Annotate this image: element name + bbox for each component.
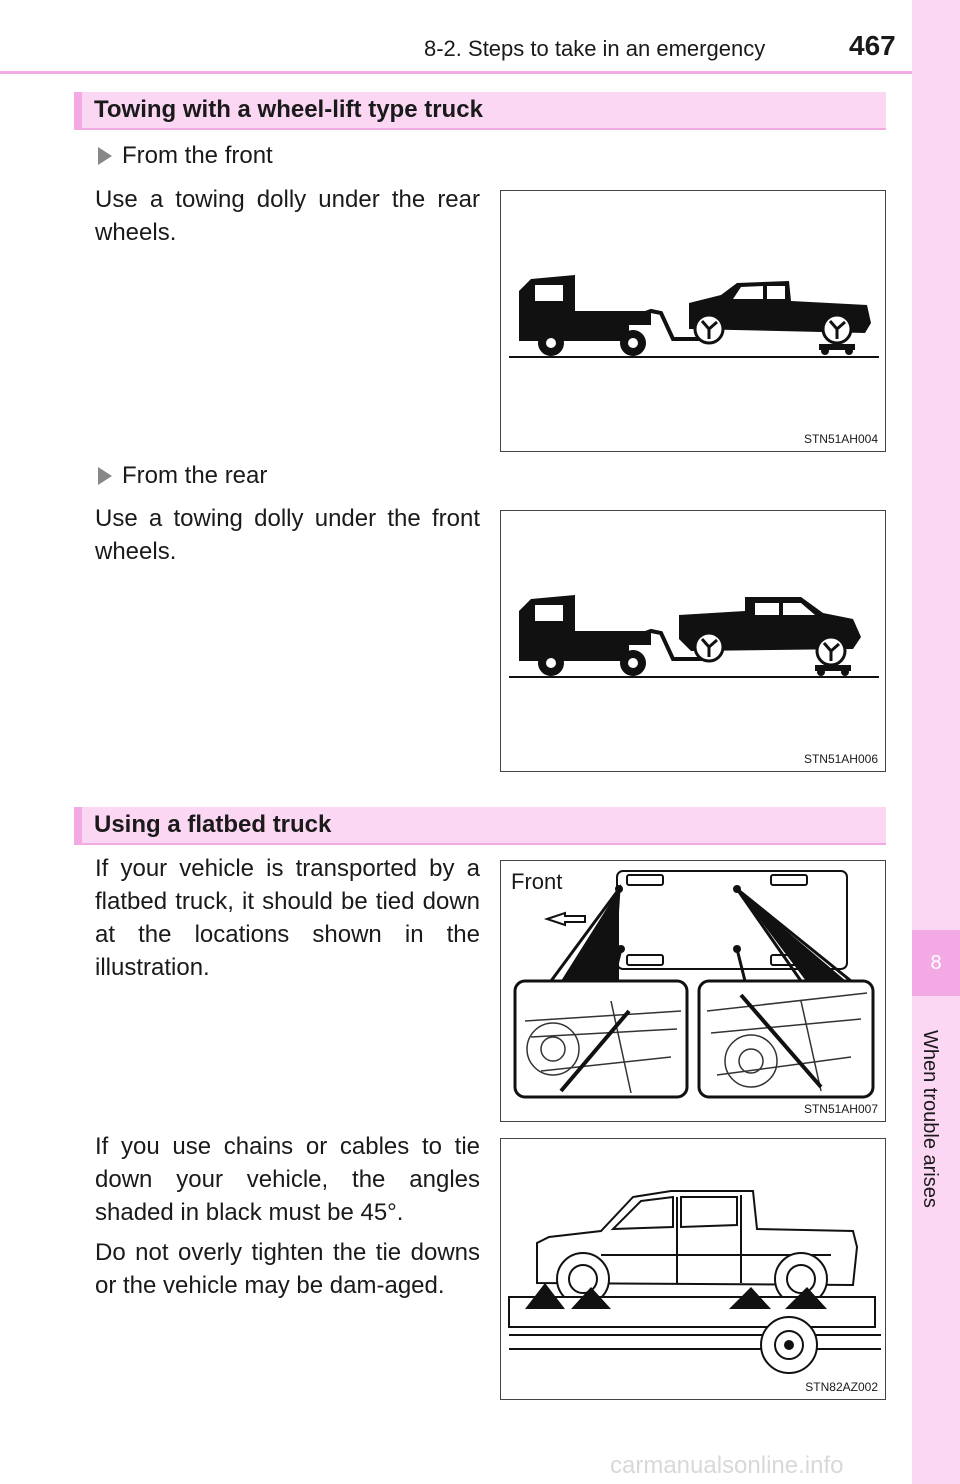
tow-truck-front-illustration (501, 191, 887, 453)
figure-tie-down-locations (500, 860, 886, 1122)
tie-down-locations-illustration (501, 861, 887, 1123)
triangle-bullet-icon (98, 147, 112, 165)
page-number: 467 (849, 30, 896, 61)
section-heading-wheel-lift: Towing with a wheel-lift type truck (74, 92, 886, 130)
figure-code: STN51AH006 (803, 752, 878, 766)
page-header (0, 0, 912, 72)
figure-tow-from-front (500, 190, 886, 452)
chapter-title: When trouble arises (919, 1030, 941, 1208)
triangle-bullet-icon (98, 467, 112, 485)
sub-heading-from-rear (98, 462, 267, 490)
header-rule (0, 71, 912, 74)
paragraph-rear: Use a towing dolly under the front wheels. (95, 505, 480, 565)
paragraph-chains-angle: If you use chains or cables to tie down your vehicle, the angles shaded in black must be 45°. (95, 1133, 480, 1226)
section-heading-flatbed: Using a flatbed truck (74, 807, 886, 845)
breadcrumb: 8-2. Steps to take in an emergency (424, 36, 766, 61)
side-tab (912, 0, 960, 1484)
sub-heading-from-front (98, 142, 273, 170)
tow-truck-rear-illustration (501, 511, 887, 773)
paragraph-flatbed-intro: If your vehicle is transported by a flatbed truck, it should be tied down at the locations shown in the illustration. (95, 855, 480, 981)
figure-code: STN51AH007 (803, 1102, 878, 1116)
front-label: Front (511, 869, 563, 894)
figure-code: STN82AZ002 (805, 1380, 878, 1394)
sub-heading-label: From the rear (122, 462, 268, 489)
sub-heading-label: From the front (122, 142, 273, 169)
flatbed-truck-illustration (501, 1139, 887, 1401)
paragraph-front: Use a towing dolly under the rear wheels. (95, 186, 480, 246)
figure-code: STN51AH004 (803, 432, 878, 446)
watermark: carmanualsonline.info (610, 1452, 844, 1479)
figure-flatbed-tie-down (500, 1138, 886, 1400)
chapter-number: 8 (912, 930, 960, 996)
figure-tow-from-rear (500, 510, 886, 772)
paragraph-tighten-warning: Do not overly tighten the tie downs or the vehicle may be dam-aged. (95, 1239, 480, 1299)
